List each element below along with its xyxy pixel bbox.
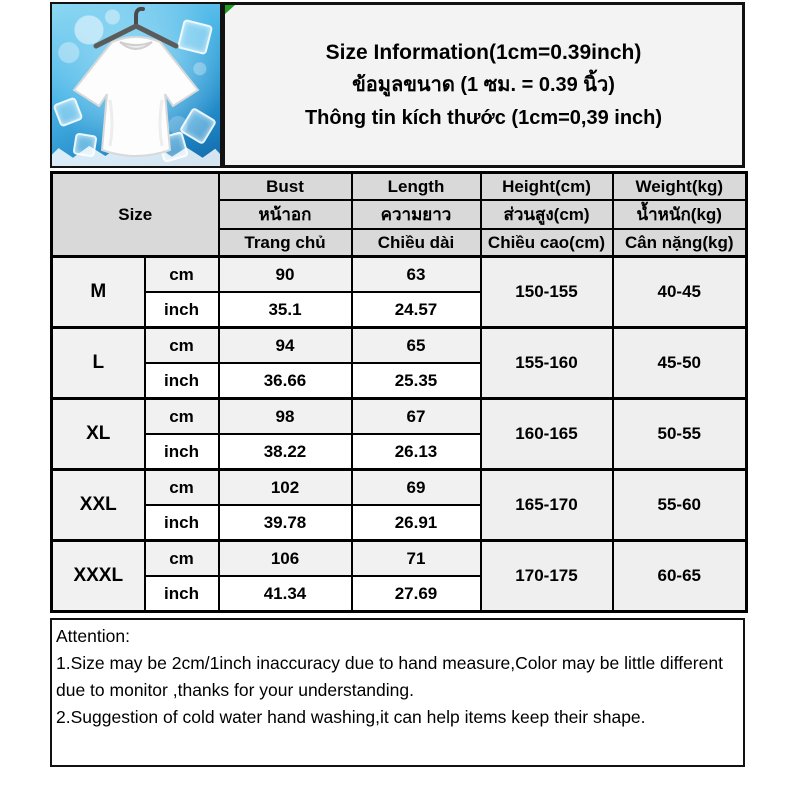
weight-value: 55-60 (613, 470, 747, 541)
length-cm-value: 71 (352, 541, 481, 577)
length-cm-value: 63 (352, 257, 481, 293)
unit-inch: inch (145, 576, 219, 612)
unit-inch: inch (145, 363, 219, 399)
col-weight-vi: Cân nặng(kg) (613, 229, 747, 257)
size-table (50, 171, 748, 613)
height-value: 165-170 (481, 470, 613, 541)
bust-cm-value: 94 (219, 328, 352, 364)
weight-value: 40-45 (613, 257, 747, 328)
bust-inch-value: 41.34 (219, 576, 352, 612)
length-cm-value: 67 (352, 399, 481, 435)
corner-marker-icon (225, 5, 235, 14)
table-row (52, 399, 747, 435)
length-inch-value: 25.35 (352, 363, 481, 399)
length-inch-value: 26.91 (352, 505, 481, 541)
unit-inch: inch (145, 292, 219, 328)
top-row (50, 2, 745, 168)
weight-value: 50-55 (613, 399, 747, 470)
length-cm-value: 69 (352, 470, 481, 506)
col-weight-en: Weight(kg) (613, 173, 747, 201)
title-english: Size Information(1cm=0.39inch) (325, 40, 642, 64)
size-m: M (52, 257, 145, 328)
bust-inch-value: 36.66 (219, 363, 352, 399)
col-height-th: ส่วนสูง(cm) (481, 200, 613, 229)
col-length-vi: Chiều dài (352, 229, 481, 257)
length-cm-value: 65 (352, 328, 481, 364)
col-weight-th: น้ำหนัก(kg) (613, 200, 747, 229)
table-row (52, 470, 747, 506)
table-row (52, 541, 747, 577)
title-thai: ข้อมูลขนาด (1 ซม. = 0.39 นิ้ว) (352, 73, 615, 96)
size-info-header (222, 2, 745, 168)
bust-cm-value: 90 (219, 257, 352, 293)
weight-value: 60-65 (613, 541, 747, 612)
unit-inch: inch (145, 434, 219, 470)
length-inch-value: 26.13 (352, 434, 481, 470)
length-inch-value: 27.69 (352, 576, 481, 612)
col-height-en: Height(cm) (481, 173, 613, 201)
bust-cm-value: 106 (219, 541, 352, 577)
col-length-th: ความยาว (352, 200, 481, 229)
title-vietnamese: Thông tin kích thước (1cm=0,39 inch) (304, 106, 663, 129)
height-value: 150-155 (481, 257, 613, 328)
attention-line-2: 2.Suggestion of cold water hand washing,it can help items keep their shape. (56, 707, 646, 727)
product-image (50, 2, 222, 168)
attention-line-1: 1.Size may be 2cm/1inch inaccuracy due to hand measure,Color may be little different due to monitor ,thanks for your understanding. (56, 653, 723, 700)
weight-value: 45-50 (613, 328, 747, 399)
height-value: 160-165 (481, 399, 613, 470)
unit-cm: cm (145, 541, 219, 577)
col-bust-th: หน้าอก (219, 200, 352, 229)
unit-cm: cm (145, 470, 219, 506)
length-inch-value: 24.57 (352, 292, 481, 328)
unit-cm: cm (145, 328, 219, 364)
col-height-vi: Chiều cao(cm) (481, 229, 613, 257)
unit-inch: inch (145, 505, 219, 541)
bust-cm-value: 102 (219, 470, 352, 506)
size-xxxl: XXXL (52, 541, 145, 612)
size-xxl: XXL (52, 470, 145, 541)
tshirt-icon (52, 4, 220, 166)
unit-cm: cm (145, 399, 219, 435)
height-value: 155-160 (481, 328, 613, 399)
size-xl: XL (52, 399, 145, 470)
bust-inch-value: 39.78 (219, 505, 352, 541)
col-bust-en: Bust (219, 173, 352, 201)
unit-cm: cm (145, 257, 219, 293)
size-chart-sheet (50, 2, 745, 767)
bust-inch-value: 38.22 (219, 434, 352, 470)
header-row-english (52, 173, 747, 201)
size-header: Size (52, 173, 219, 257)
size-l: L (52, 328, 145, 399)
attention-box (50, 618, 745, 767)
col-bust-vi: Trang chủ (219, 229, 352, 257)
table-row (52, 328, 747, 364)
height-value: 170-175 (481, 541, 613, 612)
col-length-en: Length (352, 173, 481, 201)
attention-title: Attention: (56, 626, 130, 646)
bust-inch-value: 35.1 (219, 292, 352, 328)
table-row (52, 257, 747, 293)
bust-cm-value: 98 (219, 399, 352, 435)
